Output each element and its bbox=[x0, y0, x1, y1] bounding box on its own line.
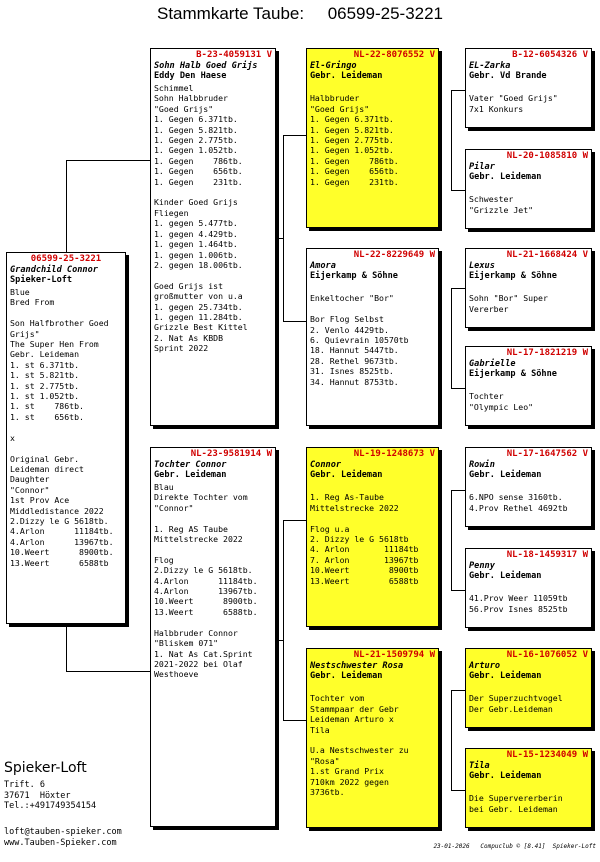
pigeon-name: EL-Zarka bbox=[469, 61, 511, 71]
connector-mm-b bbox=[451, 790, 465, 791]
connector-father-fm bbox=[283, 321, 306, 322]
connector-main-low bbox=[66, 623, 67, 671]
pigeon-name: Amora bbox=[310, 261, 336, 271]
connector-ff-a bbox=[451, 90, 465, 91]
breeder-name: Gebr. Leideman bbox=[469, 172, 542, 182]
ring-number: NL-21-1509794 W bbox=[353, 650, 435, 660]
pigeon-name: Tila bbox=[469, 761, 490, 771]
pigeon-name: Grandchild Connor bbox=[10, 265, 98, 275]
ring-number: NL-23-9581914 W bbox=[190, 449, 272, 459]
pedigree-card-ff bbox=[306, 48, 439, 228]
connector-mm bbox=[451, 690, 452, 790]
connector-main-father bbox=[66, 160, 150, 161]
connector-mother-mf bbox=[283, 520, 306, 521]
connector-mf-b bbox=[451, 590, 465, 591]
card-details: 41.Prov Weer 11059tb 56.Prov Isnes 8525tb bbox=[469, 593, 568, 614]
card-details: Blue Bred From Son Halfbrother Goed Grijs" The Super Hen From Gebr. Leideman 1. st 6.371tb. 1. st 5.821tb. 1. st 2.775tb. 1. st 1.052tb. 1. st 786tb. 1. st 656tb. x Original Gebr. Leideman direct Daughter "Connor" 1st Prov Ace Middledistance 2022 2.Dizzy le G 5618tb. 4.Arlon 11184tb. 4.Arlon 13967tb. 10.Weert 8900tb. 13.Weert 6588tb bbox=[10, 287, 114, 568]
card-details: Schimmel Sohn Halbbruder "Goed Grijs" 1. Gegen 6.371tb. 1. Gegen 5.821tb. 1. Gegen 2.775tb. 1. Gegen 1.052tb. 1. Gegen 786tb. 1. Gegen 656tb. 1. Gegen 231tb. Kinder Goed Grijs Fliegen 1. gegen 5.477tb. 1. gegen 4.429tb. 1. gegen 1.464tb. 1. gegen 1.006tb. 2. gegen 18.006tb. Goed Grijs ist großmutter von u.a 1. gegen 25.734tb. 1. gegen 11.284tb. Grizzle Best Kittel 2. Nat As KBDB Sprint 2022 bbox=[154, 83, 248, 354]
breeder-name: Gebr. Vd Brande bbox=[469, 71, 547, 81]
card-details: Sohn "Bor" Super Vererber bbox=[469, 293, 548, 314]
connector-main-mother bbox=[66, 671, 150, 672]
pigeon-name: Arturo bbox=[469, 661, 501, 671]
breeder-name: Eijerkamp & Söhne bbox=[310, 271, 398, 281]
connector-mf bbox=[451, 490, 452, 590]
connector-ff bbox=[451, 90, 452, 190]
breeder-name: Eijerkamp & Söhne bbox=[469, 369, 557, 379]
pedigree-card-fm bbox=[306, 248, 439, 426]
card-details: Tochter vom Stammpaar der Gebr Leideman Arturo x Tila U.a Nestschwester zu "Rosa" 1.st Grand Prix 710km 2022 gegen 3736tb. bbox=[310, 693, 409, 798]
connector-fm bbox=[451, 288, 452, 388]
loft-address: Trift. 6 37671 Höxter Tel.:+491749354154 bbox=[4, 780, 97, 811]
pedigree-card-mf bbox=[306, 447, 439, 627]
connector-ff-b bbox=[451, 190, 465, 191]
loft-name: Spieker-Loft bbox=[4, 760, 87, 776]
connector-father-ff bbox=[283, 135, 306, 136]
breeder-name: Gebr. Leideman bbox=[469, 771, 542, 781]
pedigree-card-fff bbox=[465, 48, 592, 128]
connector-mm-a bbox=[451, 690, 465, 691]
card-details: Blau Direkte Tochter vom "Connor" 1. Reg AS Taube Mittelstrecke 2022 Flog 2.Dizzy le G 5618tb. 4.Arlon 11184tb. 4.Arlon 13967tb. 10.Weert 8900tb. 13.Weert 6588tb. Halbbruder Connor "Bliskem 071" 1. Nat As Cat.Sprint 2021-2022 bei Olaf Westhoeve bbox=[154, 482, 258, 680]
card-details: Halbbruder "Goed Grijs" 1. Gegen 6.371tb. 1. Gegen 5.821tb. 1. Gegen 2.775tb. 1. Gegen 1.052tb. 1. Gegen 786tb. 1. Gegen 656tb. 1. Gegen 231tb. bbox=[310, 93, 399, 187]
connector-fm-b bbox=[451, 388, 465, 389]
pedigree-card-ffm bbox=[465, 149, 592, 229]
breeder-name: Eddy Den Haese bbox=[154, 71, 227, 81]
pedigree-card-mmf bbox=[465, 648, 592, 728]
pigeon-name: Connor bbox=[310, 460, 342, 470]
card-details: Enkeltocher "Bor" Bor Flog Selbst 2. Venlo 4429tb. 6. Quievrain 10570tb 18. Hannut 5447tb. 28. Rethel 9673tb. 31. Isnes 8525tb. 34. Hannut 8753tb. bbox=[310, 293, 409, 387]
ring-number: NL-20-1085810 W bbox=[506, 151, 588, 161]
pedigree-card-main bbox=[6, 252, 126, 624]
breeder-name: Gebr. Leideman bbox=[310, 71, 383, 81]
pigeon-name: Sohn Halb Goed Grijs bbox=[154, 61, 258, 71]
page-title: Stammkarte Taube: 06599-25-3221 bbox=[156, 4, 444, 23]
pedigree-card-mmm bbox=[465, 748, 592, 828]
ring-number: NL-16-1076052 V bbox=[506, 650, 588, 660]
connector-mf-a bbox=[451, 490, 465, 491]
connector-main bbox=[66, 160, 67, 253]
breeder-name: Gebr. Leideman bbox=[310, 671, 383, 681]
card-details: 1. Reg As-Taube Mittelstrecke 2022 Flog u.a 2. Dizzy le G 5618tb 4. Arlon 11184tb 7. Arlon 13967tb 10.Weert 8900tb 13.Weert 6588tb bbox=[310, 492, 419, 586]
ring-number: NL-21-1668424 V bbox=[506, 250, 588, 260]
card-details: Die Supervererberin bei Gebr. Leideman bbox=[469, 793, 563, 814]
breeder-name: Gebr. Leideman bbox=[310, 470, 383, 480]
connector-father bbox=[283, 135, 284, 321]
pedigree-card-fmm bbox=[465, 346, 592, 426]
connector-mother-mid bbox=[276, 640, 284, 641]
breeder-name: Spieker-Loft bbox=[10, 275, 73, 285]
card-details: Tochter "Olympic Leo" bbox=[469, 391, 534, 412]
pedigree-card-fmf bbox=[465, 248, 592, 328]
pedigree-card-father bbox=[150, 48, 276, 426]
ring-number: B-23-4059131 V bbox=[196, 50, 272, 60]
breeder-name: Gebr. Leideman bbox=[154, 470, 227, 480]
pedigree-card-mfm bbox=[465, 548, 592, 628]
ring-number: NL-15-1234049 W bbox=[506, 750, 588, 760]
breeder-name: Gebr. Leideman bbox=[469, 671, 542, 681]
card-details: Vater "Goed Grijs" 7x1 Konkurs bbox=[469, 93, 558, 114]
ring-number: NL-17-1821219 W bbox=[506, 348, 588, 358]
ring-number: NL-19-1248673 V bbox=[353, 449, 435, 459]
pigeon-name: Lexus bbox=[469, 261, 495, 271]
pigeon-name: Gabrielle bbox=[469, 359, 516, 369]
breeder-name: Eijerkamp & Söhne bbox=[469, 271, 557, 281]
connector-father-mid bbox=[276, 238, 284, 239]
breeder-name: Gebr. Leideman bbox=[469, 470, 542, 480]
pigeon-name: Penny bbox=[469, 561, 495, 571]
card-details: Schwester "Grizzle Jet" bbox=[469, 194, 534, 215]
ring-number: NL-18-1459317 W bbox=[506, 550, 588, 560]
print-stamp: 23-01-2026 Compuclub © [8.41] Spieker-Loft bbox=[433, 843, 596, 850]
ring-number: NL-22-8076552 V bbox=[353, 50, 435, 60]
pigeon-name: Rowin bbox=[469, 460, 495, 470]
pedigree-card-mother bbox=[150, 447, 276, 827]
ring-number: B-12-6054326 V bbox=[512, 50, 588, 60]
loft-contact[interactable]: loft@tauben-spieker.com www.Tauben-Spieker.com bbox=[4, 827, 122, 848]
pigeon-name: El-Gringo bbox=[310, 61, 357, 71]
pedigree-card-mm bbox=[306, 648, 439, 828]
ring-number: 06599-25-3221 bbox=[30, 254, 102, 264]
pigeon-name: Pilar bbox=[469, 162, 495, 172]
ring-number: NL-17-1647562 V bbox=[506, 449, 588, 459]
card-details: 6.NPO sense 3160tb. 4.Prov Rethel 4692tb bbox=[469, 492, 568, 513]
connector-mother bbox=[283, 520, 284, 720]
connector-fm-a bbox=[451, 288, 465, 289]
pedigree-card-mff bbox=[465, 447, 592, 527]
ring-number: NL-22-8229649 W bbox=[353, 250, 435, 260]
connector-mother-mm bbox=[283, 720, 306, 721]
card-details: Der Superzuchtvogel Der Gebr.Leideman bbox=[469, 693, 563, 714]
pigeon-name: Tochter Connor bbox=[154, 460, 227, 470]
breeder-name: Gebr. Leideman bbox=[469, 571, 542, 581]
pigeon-name: Nestschwester Rosa bbox=[310, 661, 404, 671]
